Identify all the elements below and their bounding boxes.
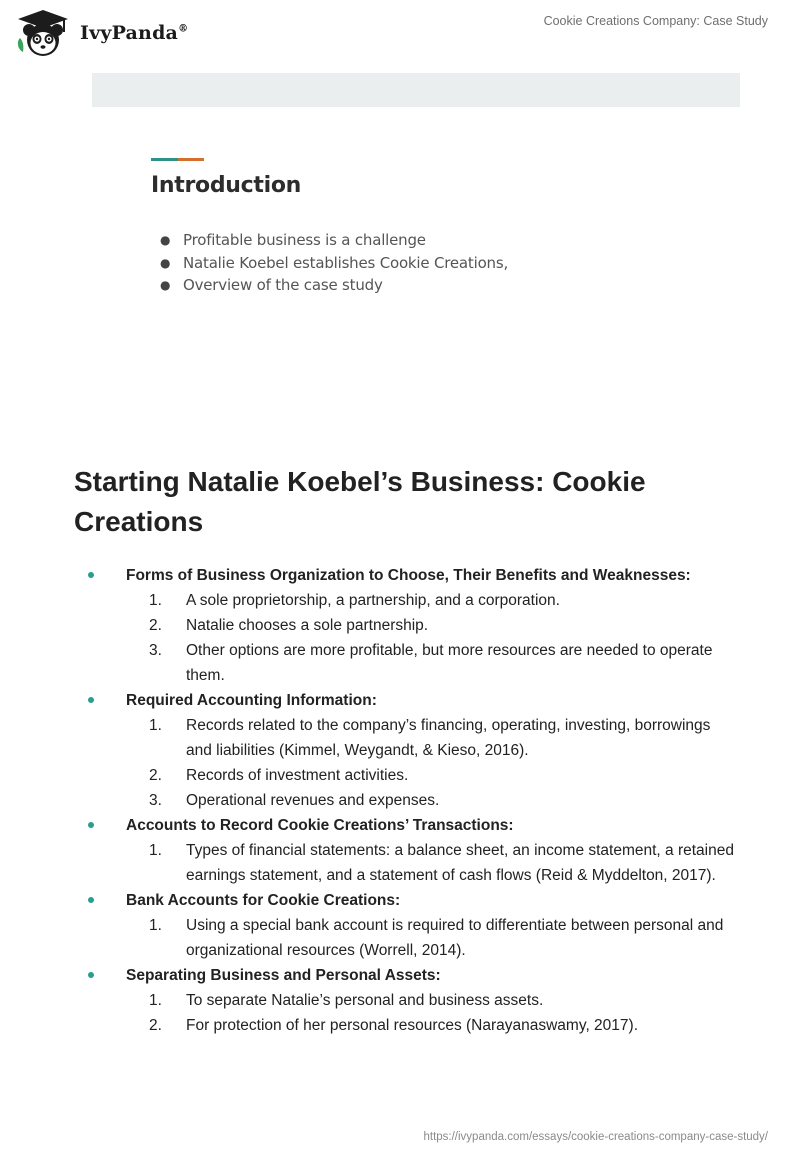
list-item: 1. A sole proprietorship, a partnership, and a corporation. xyxy=(149,592,560,609)
outline-section xyxy=(74,963,734,1038)
logo-wordmark: IvyPanda® xyxy=(80,22,189,44)
numbered-list xyxy=(126,713,734,813)
list-item: 1. Types of financial statements: a balance sheet, an income statement, a retained earnings statement, and a statement of cash flows (Reid & Myddelton, 2017). xyxy=(149,842,734,884)
section-title: Accounts to Record Cookie Creations’ Transactions: xyxy=(126,817,514,834)
list-item: 1. Using a special bank account is required to differentiate between personal and organizational resources (Worrell, 2014). xyxy=(149,917,724,959)
list-item: 2. For protection of her personal resources (Narayanaswamy, 2017). xyxy=(149,1017,639,1034)
document-title: Cookie Creations Company: Case Study xyxy=(543,14,768,28)
slide-accent-teal xyxy=(151,158,178,161)
teal-bullet-icon xyxy=(88,897,94,903)
teal-bullet-icon xyxy=(88,572,94,578)
page-header xyxy=(0,0,800,70)
slide-accent-orange xyxy=(178,158,204,161)
panda-graduate-icon xyxy=(14,8,72,58)
teal-bullet-icon xyxy=(88,972,94,978)
outline-section xyxy=(74,563,734,688)
slide-bullet: ● Natalie Koebel establishes Cookie Creations, xyxy=(158,252,508,275)
article-heading: Starting Natalie Koebel’s Business: Cookie Creations xyxy=(74,466,646,537)
list-item: 1. To separate Natalie’s personal and business assets. xyxy=(149,992,544,1009)
section-title: Forms of Business Organization to Choose, Their Benefits and Weaknesses: xyxy=(126,567,691,584)
slide-top-band xyxy=(92,73,740,107)
list-item: 2. Natalie chooses a sole partnership. xyxy=(149,617,429,634)
section-title: Bank Accounts for Cookie Creations: xyxy=(126,892,401,909)
slide-title: Introduction xyxy=(151,173,302,198)
presentation-slide xyxy=(92,73,740,393)
numbered-list xyxy=(126,913,734,963)
section-title: Required Accounting Information: xyxy=(126,692,377,709)
teal-bullet-icon xyxy=(88,697,94,703)
list-item: 1. Records related to the company’s financing, operating, investing, borrowings and liabilities (Kimmel, Weygandt, & Kieso, 2016). xyxy=(149,717,711,759)
outline-section xyxy=(74,688,734,813)
outline-section xyxy=(74,888,734,963)
article-outline xyxy=(74,563,734,1038)
bullet-icon: ● xyxy=(160,278,171,292)
teal-bullet-icon xyxy=(88,822,94,828)
slide-bullet: ● Overview of the case study xyxy=(158,274,508,297)
outline-section xyxy=(74,813,734,888)
numbered-list xyxy=(126,838,734,888)
source-url-link[interactable]: https://ivypanda.com/essays/cookie-creations-company-case-study/ xyxy=(423,1131,768,1143)
bullet-icon: ● xyxy=(160,233,171,247)
numbered-list xyxy=(126,988,734,1038)
slide-bullet: ● Profitable business is a challenge xyxy=(158,229,508,252)
list-item: 2. Records of investment activities. xyxy=(149,767,409,784)
numbered-list xyxy=(126,588,734,688)
bullet-icon: ● xyxy=(160,255,171,270)
slide-bullet-list xyxy=(158,229,508,297)
list-item: 3. Other options are more profitable, but more resources are needed to operate them. xyxy=(149,642,713,684)
ivypanda-logo[interactable] xyxy=(14,8,188,58)
list-item: 3. Operational revenues and expenses. xyxy=(149,792,440,809)
section-title: Separating Business and Personal Assets: xyxy=(126,967,441,984)
